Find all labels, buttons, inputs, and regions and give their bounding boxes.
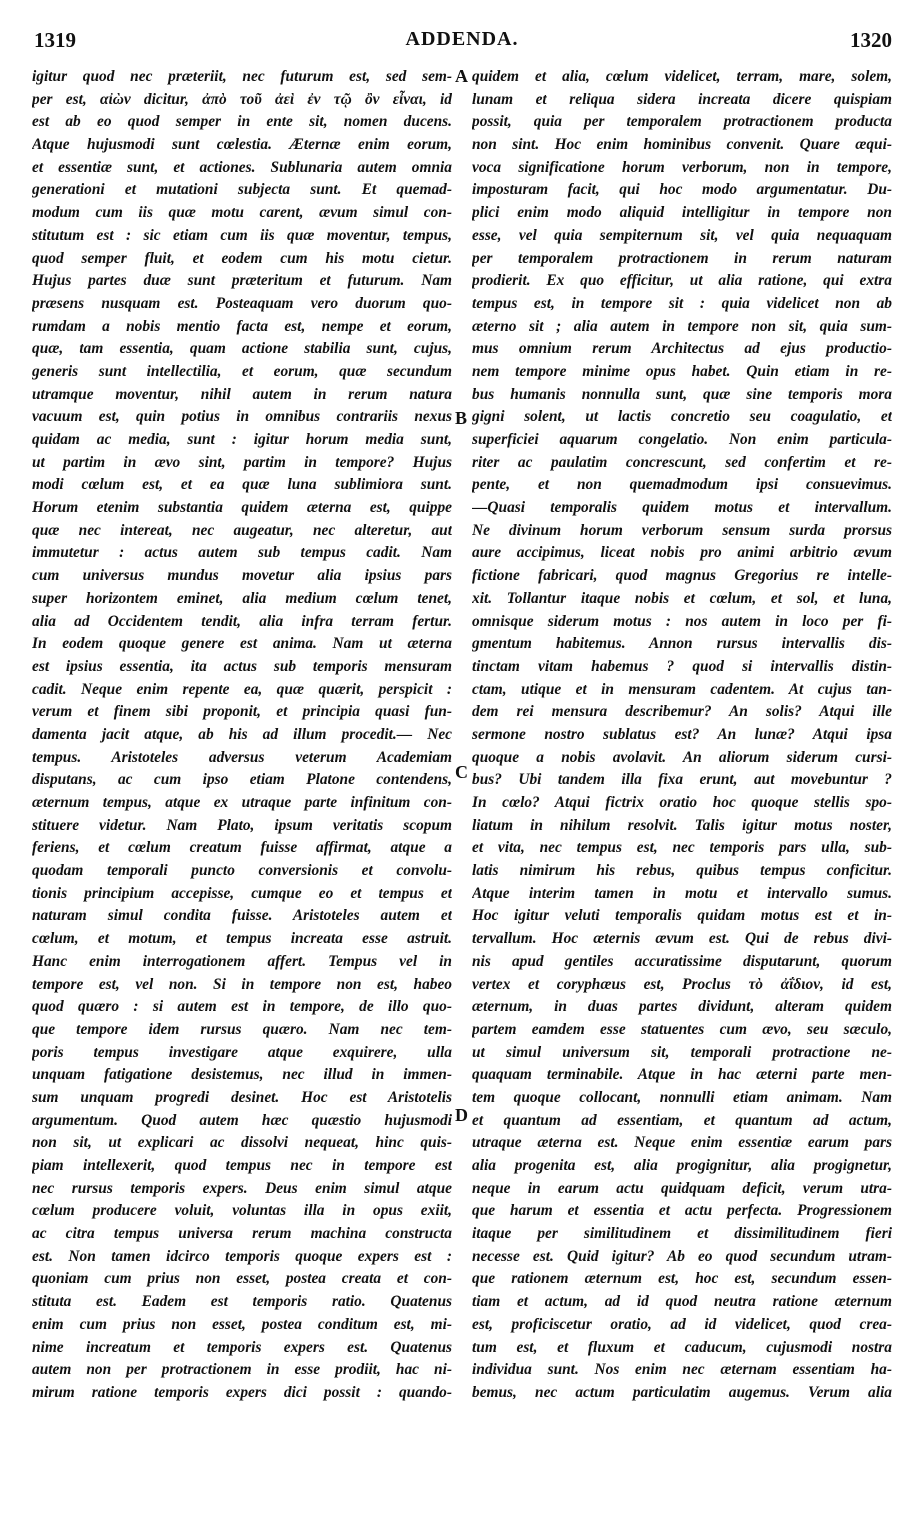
text-line (472, 1268, 892, 1291)
text-line-content: verum et finem sibi proponit, et principia quasi fun- (32, 703, 452, 721)
text-line-content: et essentiæ sunt, et actiones. Sublunaria autem omnia (32, 158, 452, 176)
text-line-content: bus? Ubi tandem illa fixa erunt, aut movebuntur ? (472, 771, 892, 789)
text-line-content: que rationem æternum est, hoc est, secundum essen- (472, 1270, 892, 1288)
text-line-content: latis nimirum his rebus, quibus tempus conficitur. (472, 862, 892, 880)
text-line (472, 1155, 892, 1178)
text-line-content: tervallum. Hoc æternis ævum est. Qui de rebus divi- (472, 930, 892, 948)
text-line (472, 497, 892, 520)
text-line-content: In eodem quoque genere est anima. Nam ut æterna (32, 635, 452, 653)
text-line (472, 611, 892, 634)
margin-marker-b: B (455, 408, 468, 428)
text-line-content: enim cum prius non esset, postea conditum est, mi- (32, 1315, 452, 1333)
text-line (472, 225, 892, 248)
text-line-content: est ab eo quod semper in ente sit, nomen ducens. (32, 113, 452, 131)
text-line (32, 1291, 452, 1314)
text-line-content: vacuum est, quin potius in omnibus contrariis nexus (32, 408, 452, 426)
text-line (32, 384, 452, 407)
text-line (32, 1314, 452, 1337)
text-line (32, 157, 452, 180)
running-title: ADDENDA. (405, 28, 519, 50)
text-line (472, 520, 892, 543)
text-line (472, 815, 892, 838)
text-line (32, 1359, 452, 1382)
text-line-content: alia ad Occidentem tendit, alia infra terram fertur. (32, 612, 452, 630)
left-text-column (32, 66, 452, 1405)
text-line-content: neque in earum actu quidquam deficit, verum utra- (472, 1179, 892, 1197)
text-line (32, 724, 452, 747)
text-line-content: quidam ac media, sunt : igitur horum media sunt, (32, 431, 452, 448)
text-line (32, 497, 452, 520)
text-line (472, 1382, 892, 1405)
text-line (32, 179, 452, 202)
text-line-content: piam intellexerit, quod tempus nec in tempore est (32, 1157, 452, 1174)
text-line-content: autem non per protractionem in esse prodiit, hac ni- (32, 1361, 452, 1379)
text-line-content: feriens, et cœlum creatum fuisse affirmat, atque a (32, 839, 452, 857)
text-line (472, 883, 892, 906)
text-line (472, 951, 892, 974)
text-line (32, 1268, 452, 1291)
text-line (32, 905, 452, 928)
text-line (32, 1087, 452, 1110)
text-line-content: disputans, ac cum ipso etiam Platone contendens, (32, 771, 452, 789)
text-line (32, 429, 452, 452)
text-line-content: unquam fatigatione desistemus, nec illud in immen- (32, 1066, 452, 1084)
text-line (32, 928, 452, 951)
text-line-content: modum cum iis quæ motu carent, ævum simul con- (32, 204, 452, 222)
text-line-content: est, proficiscetur oratio, ad id videlicet, quod crea- (472, 1315, 892, 1333)
text-line-content: est ipsius essentia, ita actus sub temporis mensuram (32, 657, 452, 675)
text-line-content: utramque moventur, nihil autem in rerum natura (32, 385, 452, 403)
text-line (32, 701, 452, 724)
text-line-content: voca significatione horum verborum, non in tempore, (472, 158, 892, 176)
text-line-content: stituere videtur. Nam Plato, ipsum veritatis scopum (32, 816, 452, 834)
text-line-content: omnisque siderum motus : nos autem in loco per fi- (472, 612, 892, 630)
text-line (472, 588, 892, 611)
text-line (472, 1087, 892, 1110)
text-line (472, 89, 892, 112)
text-line-content: non sint. Hoc enim hominibus convenit. Quare æqui- (472, 136, 892, 154)
text-line (32, 316, 452, 339)
text-line-content: quaquam terminabile. Atque in hac æterni parte men- (472, 1066, 892, 1084)
text-line (472, 996, 892, 1019)
text-line (32, 1064, 452, 1087)
text-line (32, 361, 452, 384)
text-line-content: super horizontem eminet, alia medium cœlum tenet, (32, 589, 452, 607)
text-line-content: —Quasi temporalis quidem motus et intervallum. (472, 499, 892, 517)
text-line-content: igitur quod nec præteriit, nec futurum est, sed sem- (32, 68, 452, 85)
text-line (472, 202, 892, 225)
text-line-content: tempore est, vel non. Si in tempore non est, habeo (32, 975, 452, 993)
text-line-content: tinctam vitam habemus ? quod si intervallis distin- (472, 657, 892, 675)
text-line-content: sermone nostro sublatus est? An lunæ? Atqui ipsa (472, 725, 892, 743)
text-line-content: per est, αἰὼν dicitur, ἀπὸ τοῦ ἀεὶ ἐν τῷ ὂν εἶναι, id (32, 90, 452, 108)
text-line-content: lunam et reliqua sidera increata dicere quispiam (472, 90, 892, 108)
text-line (32, 202, 452, 225)
text-line (472, 293, 892, 316)
page-header (32, 28, 892, 58)
text-line (32, 611, 452, 634)
margin-marker-a: A (455, 66, 468, 86)
margin-marker-c: C (455, 762, 468, 782)
text-line-content: fictione fabricari, quod magnus Gregorius re intelle- (472, 567, 892, 585)
text-line (472, 792, 892, 815)
text-line-content: cadit. Neque enim repente ea, quæ quærit, perspicit : (32, 680, 452, 698)
text-line (472, 111, 892, 134)
text-line (32, 406, 452, 429)
text-line-content: imposturam facit, qui hoc modo argumentatur. Du- (472, 181, 892, 199)
text-line (32, 1042, 452, 1065)
text-line-content: nec rursus temporis expers. Deus enim simul atque (32, 1179, 452, 1197)
text-line-content: gigni solent, ut lactis concretio seu coagulatio, et (472, 408, 892, 426)
text-line-content: quoniam cum prius non esset, postea creata et con- (32, 1270, 452, 1288)
text-line-content: alia progenita est, alia progignitur, alia progignetur, (472, 1157, 892, 1174)
text-line (32, 769, 452, 792)
text-line (32, 66, 452, 89)
page-number-left: 1319 (34, 28, 76, 52)
text-line-content: ut partim in ævo sint, partim in tempore? Hujus (32, 453, 452, 471)
text-line (472, 928, 892, 951)
text-line (32, 1200, 452, 1223)
text-line-content: quod quæro : si autem est in tempore, de illo quo- (32, 998, 452, 1016)
text-line (472, 384, 892, 407)
text-line (32, 134, 452, 157)
text-line-content: stituta est. Eadem est temporis ratio. Quatenus (32, 1293, 452, 1311)
text-line-content: generis sunt intellectilia, et eorum, quæ secundum (32, 362, 452, 380)
text-line (32, 815, 452, 838)
text-line-content: superficiei aquarum congelatio. Non enim particula- (472, 431, 892, 448)
text-line-content: bemus, nec actum particulatim augemus. Verum alia (472, 1383, 892, 1401)
text-line (32, 1132, 452, 1155)
text-line-content: immutetur : actus autem sub tempus cadit. Nam (32, 544, 452, 562)
text-line-content: et vita, nec tempus est, nec temporis pars ulla, sub- (472, 839, 892, 857)
text-line (32, 996, 452, 1019)
text-line-content: Hoc igitur veluti temporalis quidam motus est et in- (472, 907, 892, 925)
text-line (32, 248, 452, 271)
text-line-content: possit, quia per temporalem protractionem producta (472, 113, 892, 131)
text-line (32, 520, 452, 543)
text-line-content: esse, vel quia sempiternum sit, vel quia nequaquam (472, 226, 892, 244)
page-number-right: 1320 (850, 28, 892, 52)
text-line (472, 1042, 892, 1065)
text-line (472, 747, 892, 770)
text-line (472, 66, 892, 89)
text-line-content: quod semper fluit, et eodem cum his motu cietur. (32, 249, 452, 267)
text-line-content: mirum ratione temporis expers dici possit : quando- (32, 1383, 452, 1401)
text-line-content: individua sunt. Nos enim nec æternam essentiam ha- (472, 1361, 892, 1379)
text-line (472, 1200, 892, 1223)
text-line (32, 89, 452, 112)
text-line (32, 338, 452, 361)
text-line-content: mus omnium rerum Architectus ad ejus productio- (472, 340, 892, 358)
text-line-content: bus humanis nonnulla sunt, quæ sine temporis mora (472, 385, 892, 403)
text-line (472, 905, 892, 928)
text-line (472, 724, 892, 747)
text-line-content: tem quoque collocant, nonnulli etiam animam. Nam (472, 1088, 892, 1106)
text-line (472, 633, 892, 656)
text-line-content: aure accipimus, liceat nobis pro animi arbitrio ævum (472, 544, 892, 562)
text-line (472, 248, 892, 271)
text-line-content: ut simul universum sit, temporali protractione ne- (472, 1043, 892, 1061)
text-line-content: æterno sit ; alia autem in tempore non sit, quia sum- (472, 317, 892, 335)
text-line-content: sum unquam progredi desinet. Hoc est Aristotelis (32, 1088, 452, 1106)
text-line-content: utraque æterna est. Neque enim essentiæ earum pars (472, 1134, 892, 1152)
text-line (32, 1019, 452, 1042)
text-line-content: est. Non tamen idcirco temporis quoque expers est : (32, 1247, 452, 1265)
text-line (472, 338, 892, 361)
text-line (32, 1382, 452, 1405)
text-line-content: æternum, in duas partes dividunt, alteram quidem (472, 998, 892, 1016)
text-line (32, 1223, 452, 1246)
text-line (472, 1223, 892, 1246)
right-text-column (472, 66, 892, 1405)
text-line (472, 179, 892, 202)
text-line-content: xit. Tollantur itaque nobis et cœlum, et sol, et luna, (472, 589, 892, 607)
text-line-content: riter ac paulatim concrescunt, sed confertim et re- (472, 453, 892, 471)
margin-marker-d: D (455, 1105, 468, 1125)
text-line-content: poris tempus investigare atque exquirere, ulla (32, 1043, 452, 1061)
text-line (472, 565, 892, 588)
text-line-content: tionis principium accepisse, cumque eo et tempus et (32, 884, 452, 902)
text-line (32, 293, 452, 316)
text-line-content: Hujus partes duæ sunt præteritum et futurum. Nam (32, 272, 452, 290)
text-line-content: generationi et mutationi subjecta sunt. Et quemad- (32, 181, 452, 199)
text-line-content: itaque per similitudinem et dissimilitudinem fieri (472, 1225, 892, 1243)
text-line-content: partem eamdem esse statuentes cum ævo, seu sæculo, (472, 1020, 892, 1038)
text-line-content: nis apud gentiles accuratissime disputarunt, quorum (472, 952, 892, 970)
text-line (472, 542, 892, 565)
text-line (472, 1132, 892, 1155)
text-line (32, 747, 452, 770)
text-line (32, 974, 452, 997)
text-line-content: gmentum habitemus. Annon rursus intervallis dis- (472, 635, 892, 653)
text-line (32, 860, 452, 883)
text-line-content: et quantum ad essentiam, et quantum ad actum, (472, 1111, 892, 1129)
text-line (472, 974, 892, 997)
text-line-content: Atque hujusmodi sunt cœlestia. Æternæ enim eorum, (32, 136, 452, 154)
text-line-content: In cœlo? Atqui fictrix oratio hoc quoque stellis spo- (472, 794, 892, 811)
text-line-content: cœlum producere voluit, voluntas illa in opus exiit, (32, 1202, 452, 1220)
text-line (472, 406, 892, 429)
text-line (472, 316, 892, 339)
text-line-content: quoque a nobis avolavit. An aliorum siderum cursi- (472, 748, 892, 766)
text-line-content: que tempore idem rursus quæro. Nam nec tem- (32, 1020, 452, 1038)
text-line-content: non sit, ut explicari ac dissolvi nequeat, hinc quis- (32, 1134, 452, 1152)
text-line-content: vertex et coryphæus est, Proclus τὸ ἀΐδιον, id est, (472, 975, 892, 993)
text-line-content: damenta jacit atque, ab his ad illum procedit.— Nec (32, 725, 452, 743)
text-line (32, 1178, 452, 1201)
text-line-content: pente, et non quemadmodum ipsi consuevimus. (472, 476, 892, 494)
text-line (32, 225, 452, 248)
text-line-content: cœlum, et motum, et tempus increata esse astruit. (32, 930, 452, 948)
text-line (472, 1291, 892, 1314)
text-line (472, 270, 892, 293)
text-line-content: que harum et essentia et actu perfecta. Progressionem (472, 1202, 892, 1220)
text-line-content: tum est, et fluxum et caducum, cujusmodi nostra (472, 1338, 892, 1356)
text-line-content: æternum tempus, atque ex utraque parte infinitum con- (32, 794, 452, 811)
text-line (472, 701, 892, 724)
text-line-content: tiam et actum, ad id quod neutra ratione æternum (472, 1293, 892, 1311)
text-line-content: prodierit. Ex quo efficitur, ut alia ratione, qui extra (472, 272, 892, 290)
text-line (32, 633, 452, 656)
text-line (32, 588, 452, 611)
text-line (472, 474, 892, 497)
text-line-content: naturam simul condita fuisse. Aristoteles autem et (32, 907, 452, 925)
text-line (32, 542, 452, 565)
text-line (472, 1337, 892, 1360)
text-line-content: quidem et alia, cœlum videlicet, terram, mare, solem, (472, 68, 892, 85)
text-line (32, 1246, 452, 1269)
text-line-content: plici enim modo aliquid intelligitur in tempore non (472, 204, 892, 222)
text-line (472, 656, 892, 679)
text-line-content: tempus est, in tempore sit : quia videlicet non ab (472, 294, 892, 312)
text-line (472, 134, 892, 157)
text-line (472, 860, 892, 883)
text-line (32, 1110, 452, 1133)
text-line (32, 656, 452, 679)
text-line-content: quæ nec intereat, nec augeatur, nec alteretur, aut (32, 521, 452, 539)
text-line-content: Ne divinum horum verborum sensum surda prorsus (472, 521, 892, 539)
text-line (472, 1246, 892, 1269)
text-line (32, 951, 452, 974)
text-line-content: nem tempore minime opus habet. Quin etiam in re- (472, 362, 892, 380)
text-line-content: Hanc enim interrogationem affert. Tempus vel in (32, 952, 452, 970)
text-line (32, 1337, 452, 1360)
text-line-content: Horum etenim substantia quidem æterna est, quippe (32, 499, 452, 517)
text-line-content: rumdam a nobis mentio facta est, nempe et eorum, (32, 317, 452, 335)
text-line-content: ac citra tempus universa rerum machina constructa (32, 1225, 452, 1243)
text-line (472, 679, 892, 702)
text-line (472, 837, 892, 860)
text-line-content: dem rei mensura describemur? An solis? Atqui ille (472, 703, 892, 721)
text-line-content: necesse est. Quid igitur? Ab eo quod secundum utram- (472, 1247, 892, 1265)
text-line (472, 157, 892, 180)
text-line-content: nime increatum et temporis expers est. Quatenus (32, 1338, 452, 1356)
text-line (472, 429, 892, 452)
text-line-content: stitutum est : sic etiam cum iis quæ moventur, tempus, (32, 226, 452, 244)
text-line (472, 1178, 892, 1201)
text-line (32, 111, 452, 134)
text-line-content: Atque interim tamen in motu et intervallo sumus. (472, 884, 892, 902)
text-line-content: liatum in nihilum resolvit. Talis igitur motus noster, (472, 816, 892, 834)
text-line (32, 452, 452, 475)
text-line-content: præsens nusquam est. Posteaquam vero duorum quo- (32, 294, 452, 312)
text-line (32, 837, 452, 860)
text-line (472, 1359, 892, 1382)
text-line (472, 1064, 892, 1087)
text-line (472, 1110, 892, 1133)
text-line (32, 792, 452, 815)
text-line (472, 361, 892, 384)
text-line (472, 452, 892, 475)
text-line-content: quæ, tam essentia, quam actione stabilia sunt, cujus, (32, 340, 452, 358)
text-line (32, 1155, 452, 1178)
text-line (32, 565, 452, 588)
text-line-content: ctam, utique et in mensuram cadentem. At cujus tan- (472, 680, 892, 698)
text-line (32, 474, 452, 497)
text-line-content: modi cœlum est, et ea quæ luna sublimiora sunt. (32, 476, 452, 494)
text-line (472, 769, 892, 792)
text-line (32, 883, 452, 906)
text-line-content: cum universus mundus movetur alia ipsius pars (32, 567, 452, 585)
text-line-content: quodam temporali puncto conversionis et convolu- (32, 862, 452, 880)
text-line (472, 1019, 892, 1042)
text-line (32, 270, 452, 293)
text-line-content: tempus. Aristoteles adversus veterum Academiam (32, 748, 452, 766)
text-line (472, 1314, 892, 1337)
text-line (32, 679, 452, 702)
text-line-content: argumentum. Quod autem hæc quæstio hujusmodi (32, 1111, 452, 1129)
text-line-content: per temporalem protractionem in rerum naturam (472, 249, 892, 267)
